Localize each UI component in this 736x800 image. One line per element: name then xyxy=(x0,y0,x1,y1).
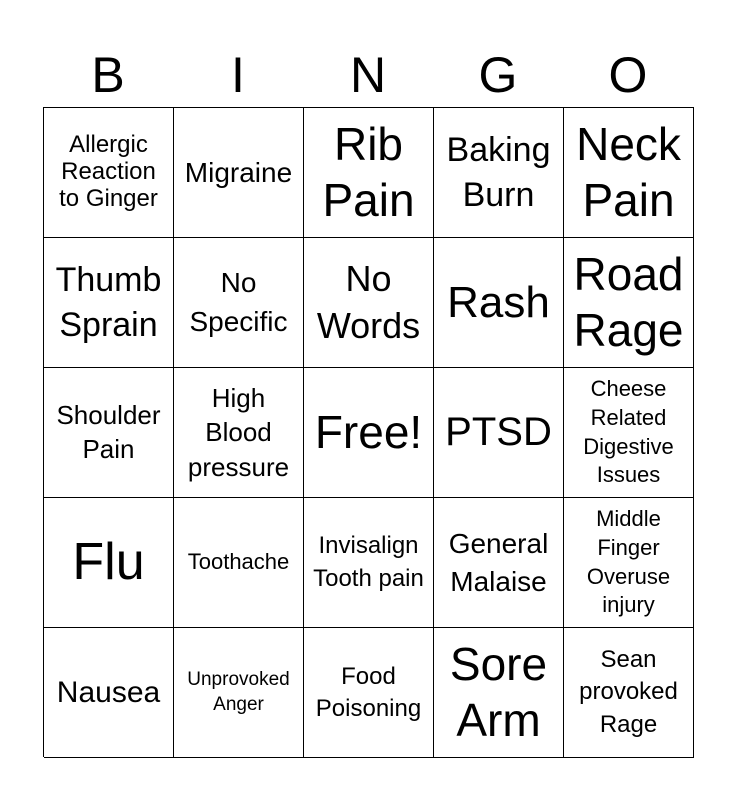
cell-label: General Malaise xyxy=(448,528,549,597)
bingo-cell[interactable] xyxy=(564,108,694,238)
bingo-cell[interactable] xyxy=(44,628,174,758)
cell-label: Invisalign Tooth pain xyxy=(313,531,424,592)
bingo-cell[interactable] xyxy=(434,368,564,498)
cell-label: PTSD xyxy=(445,410,552,455)
bingo-cell[interactable] xyxy=(434,238,564,368)
bingo-cell[interactable] xyxy=(304,498,434,628)
bingo-header xyxy=(43,42,693,108)
cell-label: Cheese Related Digestive Issues xyxy=(583,376,674,488)
cell-label: Toothache xyxy=(187,549,290,575)
bingo-board xyxy=(43,107,694,757)
bingo-cell[interactable] xyxy=(44,368,174,498)
header-letter-i: I xyxy=(231,47,245,103)
cell-label: Unprovoked Anger xyxy=(187,668,290,715)
cell-label: Thumb Sprain xyxy=(55,261,162,344)
bingo-cell[interactable] xyxy=(174,238,304,368)
cell-label: Sore Arm xyxy=(449,638,548,746)
cell-label: Food Poisoning xyxy=(315,663,422,722)
cell-label: Middle Finger Overuse injury xyxy=(586,506,671,618)
bingo-cell[interactable] xyxy=(174,498,304,628)
cell-label: Rash xyxy=(447,277,550,327)
header-letter-o: O xyxy=(608,47,648,103)
header-letter-n: N xyxy=(349,47,387,103)
header-letter-b: B xyxy=(91,47,125,103)
bingo-cell[interactable] xyxy=(174,108,304,238)
cell-label: Shoulder Pain xyxy=(56,399,161,464)
bingo-cell[interactable] xyxy=(434,628,564,758)
bingo-cell[interactable] xyxy=(304,238,434,368)
cell-label: No Specific xyxy=(189,267,288,337)
bingo-cell[interactable] xyxy=(44,498,174,628)
cell-label: Sean provoked Rage xyxy=(579,645,678,738)
bingo-cell[interactable] xyxy=(564,628,694,758)
cell-label: Neck Pain xyxy=(576,118,681,226)
cell-label: Baking Burn xyxy=(446,131,551,214)
header-letter-g: G xyxy=(478,47,518,103)
bingo-cell[interactable] xyxy=(564,368,694,498)
cell-label: Flu xyxy=(72,533,145,592)
bingo-cell[interactable] xyxy=(304,108,434,238)
bingo-cell[interactable] xyxy=(564,238,694,368)
bingo-cell[interactable] xyxy=(304,368,434,498)
bingo-cell[interactable] xyxy=(44,108,174,238)
bingo-cell[interactable] xyxy=(304,628,434,758)
cell-label: Nausea xyxy=(56,675,161,709)
cell-label: No Words xyxy=(316,257,421,346)
cell-label: Allergic Reaction to Ginger xyxy=(59,131,158,212)
bingo-cell[interactable] xyxy=(434,108,564,238)
cell-label: Rib Pain xyxy=(322,118,415,226)
cell-label: High Blood pressure xyxy=(187,383,290,482)
bingo-cell[interactable] xyxy=(174,628,304,758)
bingo-cell[interactable] xyxy=(44,238,174,368)
cell-label: Migraine xyxy=(184,156,293,188)
bingo-cell[interactable] xyxy=(434,498,564,628)
cell-label: Road Rage xyxy=(573,248,684,356)
bingo-cell[interactable] xyxy=(174,368,304,498)
bingo-cell[interactable] xyxy=(564,498,694,628)
cell-label: Free! xyxy=(314,405,423,458)
